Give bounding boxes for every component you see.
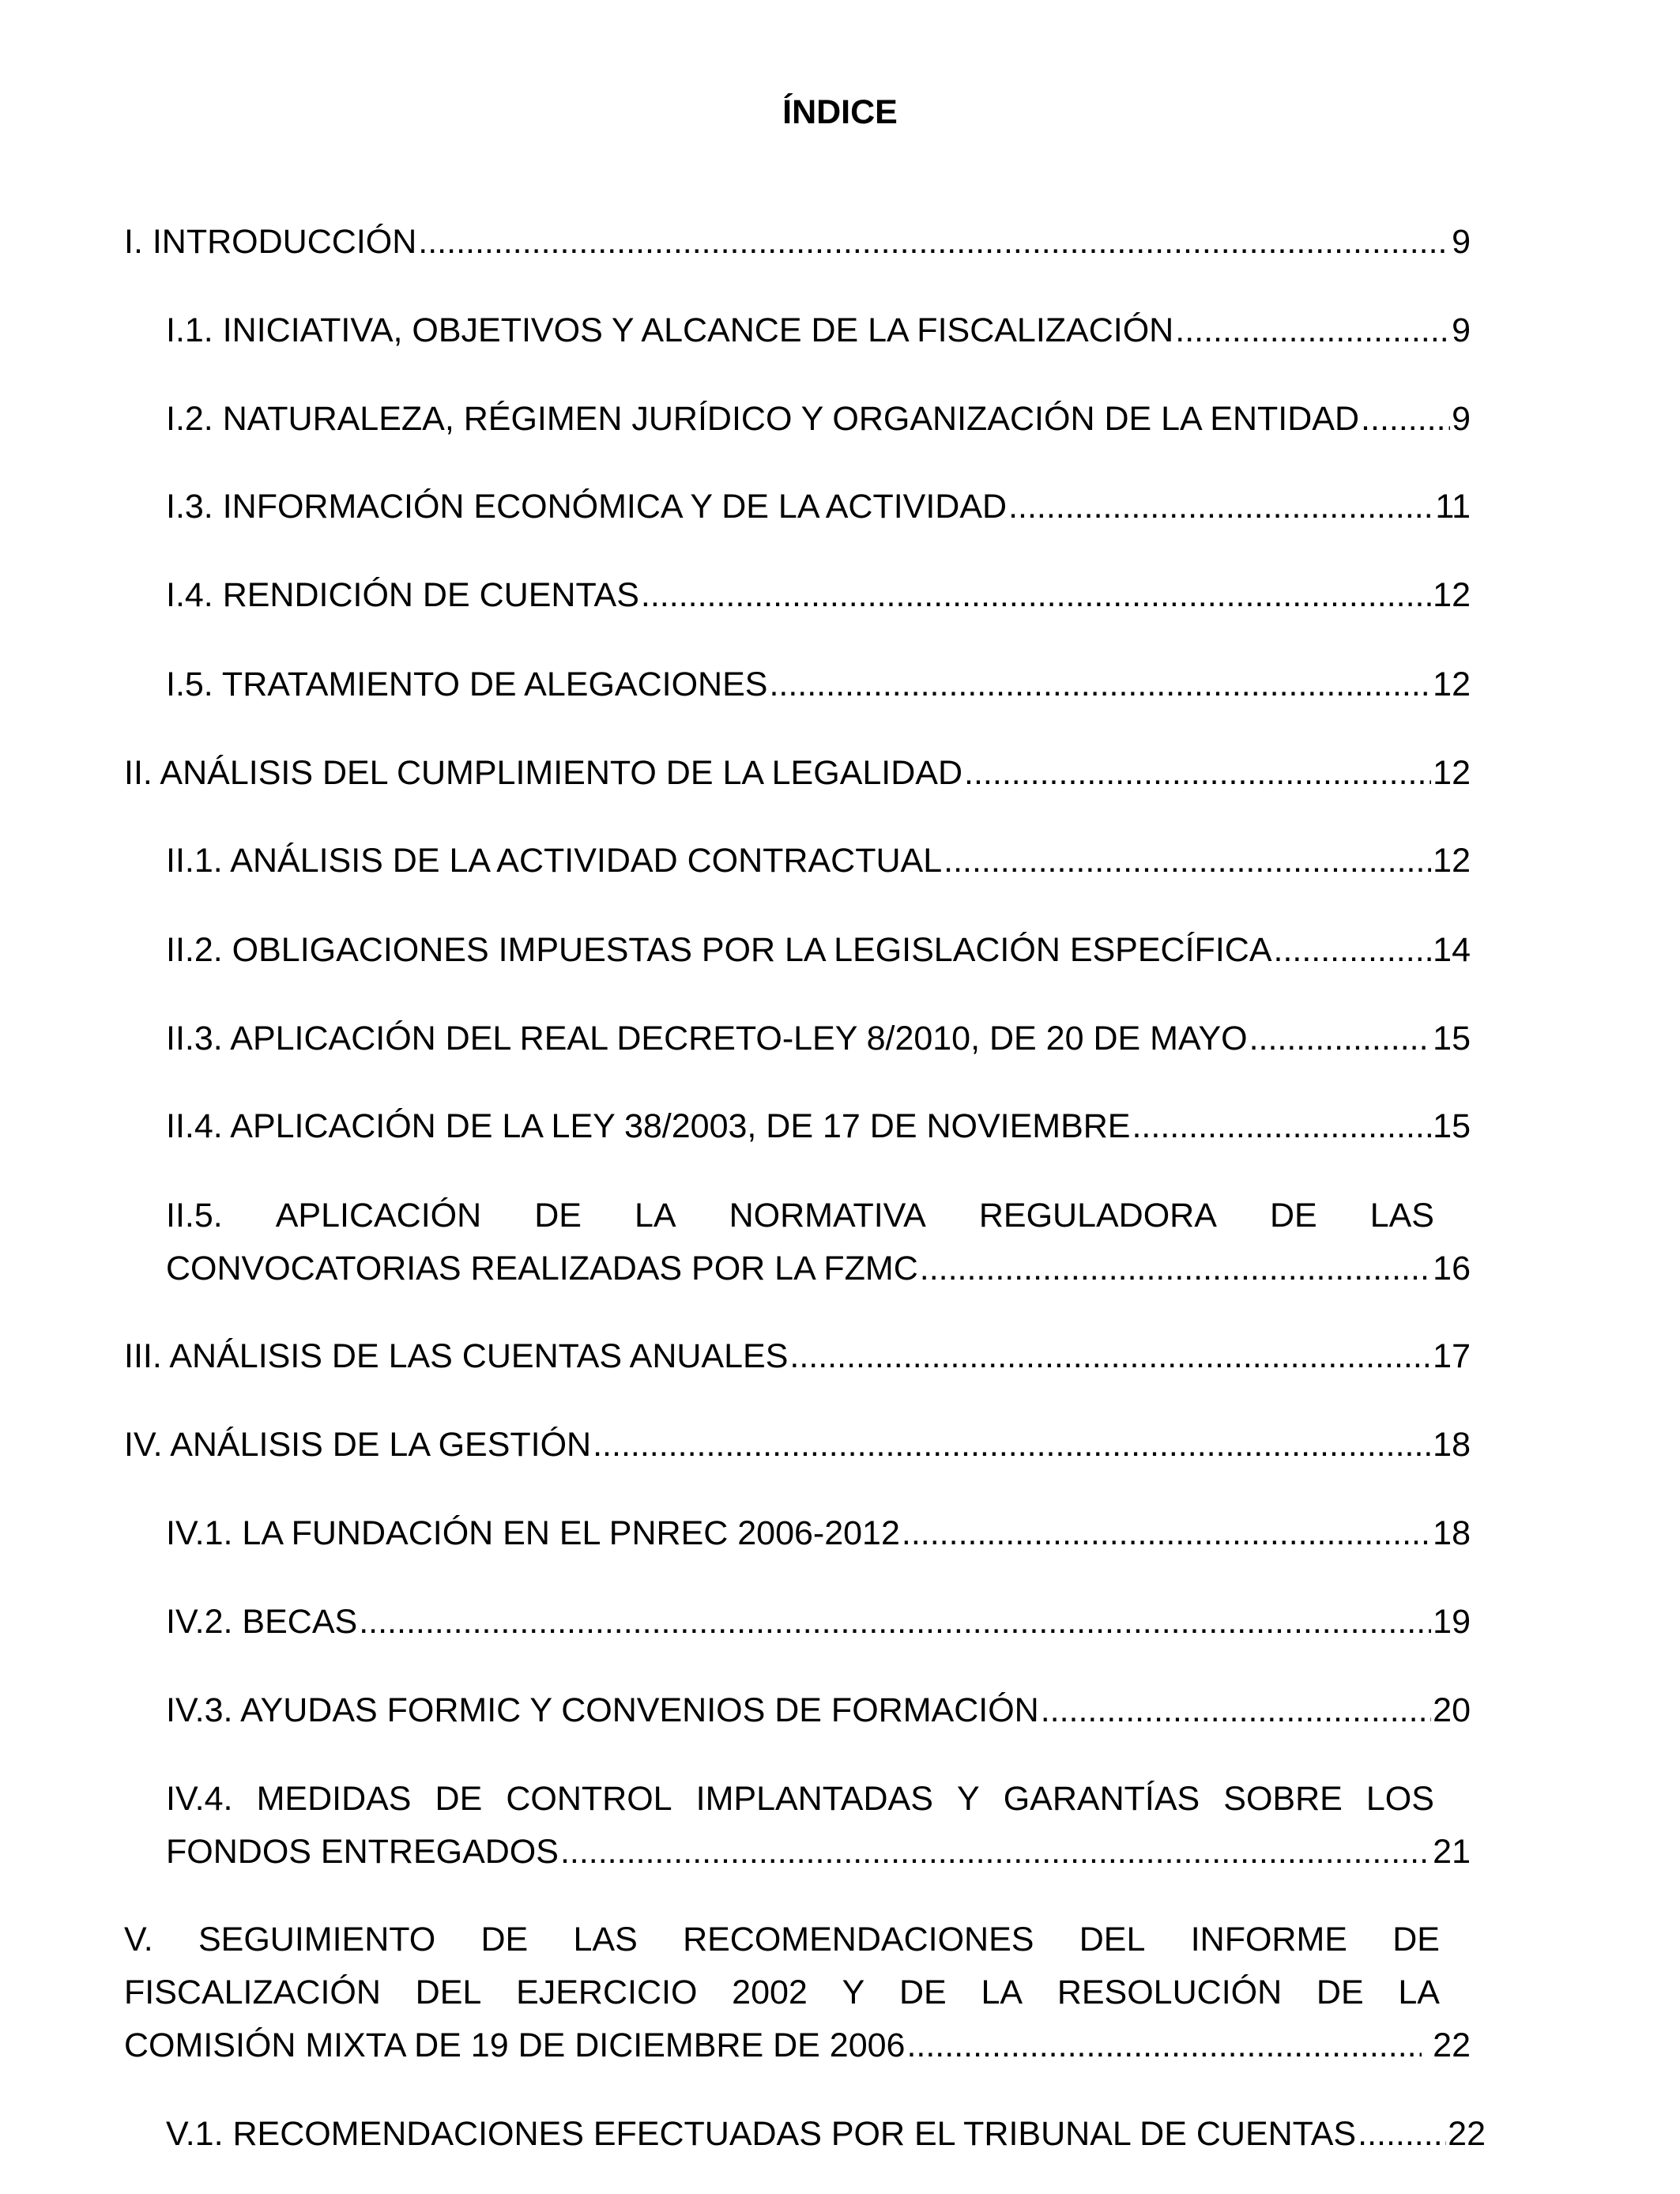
toc-entry-label: COMISIÓN MIXTA DE 19 DE DICIEMBRE DE 2006 (124, 2026, 906, 2064)
toc-entry-label: I.3. INFORMACIÓN ECONÓMICA Y DE LA ACTIVIDAD (166, 488, 1008, 526)
toc-word: DEL (415, 1973, 482, 2011)
toc-entry-second-line (124, 1966, 1440, 2019)
toc-word: LAS (573, 1921, 638, 1958)
toc-entry-ii[interactable] (124, 747, 1471, 800)
toc-entry-ii1[interactable] (166, 835, 1471, 888)
toc-word: DE (534, 1197, 582, 1235)
toc-page-number: 12 (1433, 842, 1471, 880)
toc-word: RESOLUCIÓN (1057, 1973, 1283, 2011)
toc-entry-ii2[interactable] (166, 924, 1471, 977)
toc-page-number: 19 (1433, 1603, 1471, 1641)
dot-leader (1008, 481, 1433, 533)
dot-leader (560, 1826, 1431, 1879)
toc-word: DE (1316, 1973, 1364, 2011)
toc-word: LA (1398, 1973, 1440, 2011)
dot-leader (1132, 1100, 1431, 1153)
toc-page-number: 15 (1433, 1020, 1471, 1057)
toc-entry-ii3[interactable] (166, 1012, 1471, 1065)
toc-page-number: 22 (1433, 2026, 1471, 2064)
dot-leader (641, 569, 1431, 622)
toc-entry-i3[interactable] (166, 481, 1471, 533)
dot-leader (906, 2019, 1422, 2072)
toc-page-number: 9 (1452, 311, 1471, 349)
toc-word: DE (435, 1780, 483, 1818)
toc-entry-first-line (124, 1913, 1440, 1966)
dot-leader (1358, 2108, 1446, 2161)
dot-leader (769, 658, 1431, 711)
toc-word: LAS (1369, 1197, 1434, 1235)
toc-page-number: 17 (1433, 1337, 1471, 1375)
toc-entry-label: II.3. APLICACIÓN DEL REAL DECRETO-LEY 8/2010, DE 20 DE MAYO (166, 1020, 1248, 1057)
toc-entry-iv2[interactable] (166, 1596, 1471, 1649)
toc-word: FISCALIZACIÓN (124, 1973, 381, 2011)
toc-entry-label: I.1. INICIATIVA, OBJETIVOS Y ALCANCE DE LA FISCALIZACIÓN (166, 311, 1174, 349)
toc-entry-label: FONDOS ENTREGADOS (166, 1833, 559, 1871)
toc-page-number: 18 (1433, 1514, 1471, 1552)
toc-entry-label: IV. ANÁLISIS DE LA GESTIÓN (124, 1426, 592, 1464)
toc-entry-label: I.4. RENDICIÓN DE CUENTAS (166, 576, 639, 614)
dot-leader (1249, 1012, 1432, 1065)
toc-word: DE (1392, 1921, 1440, 1958)
toc-page-number: 21 (1433, 1833, 1471, 1871)
toc-entry-label: V.1. RECOMENDACIONES EFECTUADAS POR EL TRIBUNAL DE CUENTAS (166, 2115, 1357, 2153)
toc-page-number: 12 (1433, 665, 1471, 703)
toc-page-number: 11 (1435, 488, 1471, 526)
dot-leader (1361, 393, 1450, 446)
toc-entry-i2[interactable] (166, 393, 1471, 446)
toc-word: APLICACIÓN (275, 1197, 482, 1235)
toc-entry-label: II.1. ANÁLISIS DE LA ACTIVIDAD CONTRACTUAL (166, 842, 943, 880)
toc-entry-ii5[interactable] (166, 1189, 1471, 1295)
dot-leader (964, 747, 1431, 800)
toc-page-number: 12 (1433, 576, 1471, 614)
toc-word: DE (480, 1921, 529, 1958)
toc-page-number: 15 (1433, 1107, 1471, 1145)
toc-word: RECOMENDACIONES (683, 1921, 1034, 1958)
toc-entry-label: CONVOCATORIAS REALIZADAS POR LA FZMC (166, 1250, 918, 1287)
dot-leader (593, 1419, 1431, 1472)
toc-word: EJERCICIO (516, 1973, 698, 2011)
toc-entry-ii4[interactable] (166, 1100, 1471, 1153)
toc-entry-v1[interactable] (166, 2108, 1486, 2161)
toc-word: IV.4. (166, 1780, 233, 1818)
toc-entry-label: II.4. APLICACIÓN DE LA LEY 38/2003, DE 17 DE NOVIEMBRE (166, 1107, 1131, 1145)
toc-word: NORMATIVA (729, 1197, 926, 1235)
dot-leader (920, 1242, 1431, 1295)
toc-entry-iv3[interactable] (166, 1684, 1471, 1737)
toc-word: LA (634, 1197, 676, 1235)
toc-entry-label: II.2. OBLIGACIONES IMPUESTAS POR LA LEGISLACIÓN ESPECÍFICA (166, 931, 1272, 969)
toc-entry-label: IV.3. AYUDAS FORMIC Y CONVENIOS DE FORMACIÓN (166, 1691, 1039, 1729)
toc-entry-label: I.5. TRATAMIENTO DE ALEGACIONES (166, 665, 768, 703)
toc-entry-label: IV.1. LA FUNDACIÓN EN EL PNREC 2006-2012 (166, 1514, 900, 1552)
toc-word: GARANTÍAS (1003, 1780, 1200, 1818)
dot-leader (359, 1596, 1431, 1649)
dot-leader (944, 835, 1431, 888)
toc-entry-first-line (166, 1189, 1434, 1242)
toc-word: DE (899, 1973, 947, 2011)
toc-entry-iv[interactable] (124, 1419, 1471, 1472)
toc-word: INFORME (1190, 1921, 1347, 1958)
toc-word: MEDIDAS (256, 1780, 412, 1818)
toc-word: LA (981, 1973, 1023, 2011)
toc-entry-i4[interactable] (166, 569, 1471, 622)
toc-page-number: 18 (1433, 1426, 1471, 1464)
dot-leader (1041, 1684, 1431, 1737)
toc-entry-label: I.2. NATURALEZA, RÉGIMEN JURÍDICO Y ORGANIZACIÓN DE LA ENTIDAD (166, 400, 1360, 438)
toc-word: Y (842, 1973, 865, 2011)
toc-page-number: 16 (1433, 1250, 1471, 1287)
dot-leader (1274, 924, 1432, 977)
toc-word: DEL (1079, 1921, 1146, 1958)
toc-word: REGULADORA (978, 1197, 1217, 1235)
toc-word: II.5. (166, 1197, 223, 1235)
toc-page-number: 20 (1433, 1691, 1471, 1729)
toc-page-number: 22 (1448, 2115, 1486, 2153)
toc-word: IMPLANTADAS (695, 1780, 933, 1818)
toc-entry-label: II. ANÁLISIS DEL CUMPLIMIENTO DE LA LEGALIDAD (124, 754, 963, 792)
toc-entry-i1[interactable] (166, 304, 1471, 357)
toc-page-number: 9 (1452, 223, 1471, 261)
toc-word: CONTROL (506, 1780, 672, 1818)
page-title: ÍNDICE (782, 93, 898, 131)
dot-leader (1175, 304, 1450, 357)
toc-entry-iii[interactable] (124, 1330, 1471, 1383)
toc-entry-iv1[interactable] (166, 1507, 1471, 1560)
toc-entry-introduccion[interactable] (124, 216, 1471, 269)
toc-word: DE (1269, 1197, 1317, 1235)
dot-leader (789, 1330, 1431, 1383)
toc-entry-label: I. INTRODUCCIÓN (124, 223, 417, 261)
toc-word: 2002 (732, 1973, 808, 2011)
toc-entry-i5[interactable] (166, 658, 1471, 711)
toc-entry-iv4[interactable] (166, 1773, 1471, 1879)
toc-word: V. (124, 1921, 153, 1958)
dot-leader (418, 216, 1450, 269)
toc-word: SOBRE (1223, 1780, 1343, 1818)
toc-entry-label: III. ANÁLISIS DE LAS CUENTAS ANUALES (124, 1337, 789, 1375)
toc-word: Y (956, 1780, 980, 1818)
toc-entry-label: IV.2. BECAS (166, 1603, 358, 1641)
toc-word: LOS (1365, 1780, 1434, 1818)
toc-page-number: 12 (1433, 754, 1471, 792)
toc-page-number: 9 (1452, 400, 1471, 438)
dot-leader (902, 1507, 1431, 1560)
toc-entry-first-line (166, 1773, 1434, 1826)
toc-page-number: 14 (1433, 931, 1471, 969)
toc-entry-v[interactable] (124, 1913, 1471, 2072)
toc-word: SEGUIMIENTO (198, 1921, 436, 1958)
